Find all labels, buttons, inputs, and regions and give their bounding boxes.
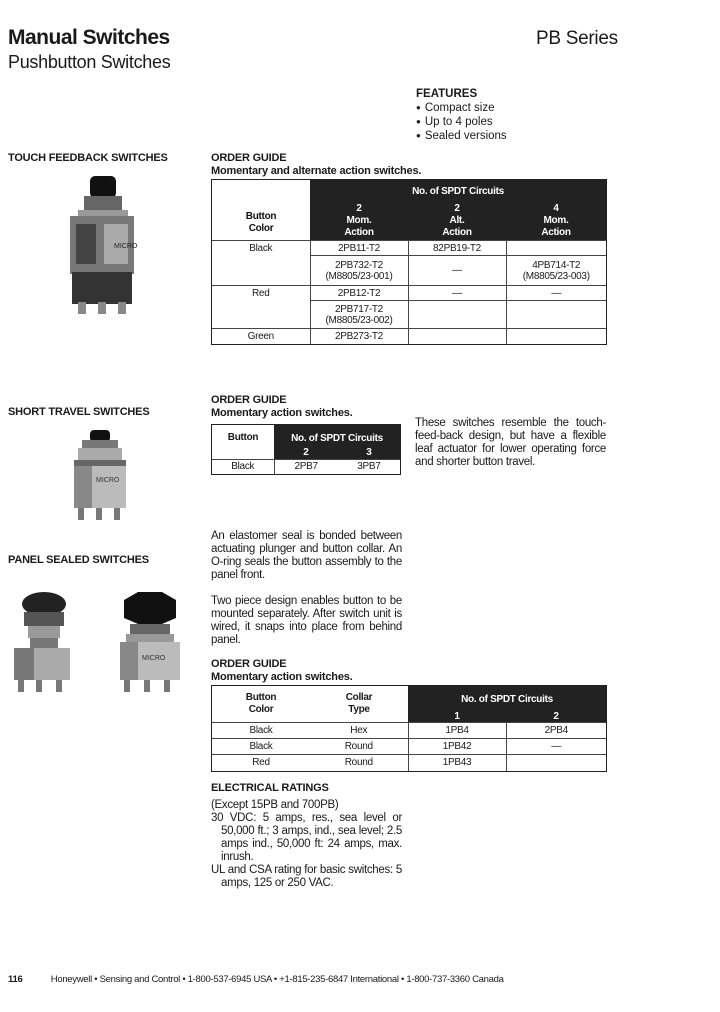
order-guide-subheading: Momentary and alternate action switches. — [211, 165, 422, 177]
group-header: No. of SPDT Circuits — [412, 185, 504, 197]
header-text: Action — [344, 227, 374, 238]
cell-color — [212, 256, 310, 286]
electrical-ratings-heading: ELECTRICAL RATINGS — [211, 782, 329, 794]
touch-feedback-switch-image — [64, 172, 144, 316]
header-text: 2 — [454, 203, 460, 214]
table-row — [212, 241, 606, 256]
cell: 2PB717-T2 (M8805/23-002) — [310, 301, 408, 329]
series-label: PB Series — [536, 28, 618, 49]
header-text: Action — [442, 227, 472, 238]
short-travel-table — [211, 424, 401, 475]
cell: 2PB11-T2 — [310, 241, 408, 256]
order-guide-label: ORDER GUIDE — [211, 152, 287, 164]
cell: — — [506, 286, 606, 301]
header-text: Type — [348, 704, 370, 715]
order-guide-short — [211, 394, 353, 420]
page-title: Manual Switches — [8, 26, 170, 49]
header-text: 4 — [553, 203, 559, 214]
cell: 4PB714-T2 (M8805/23-003) — [506, 256, 606, 286]
cell-color: Black — [212, 459, 274, 474]
panel-sealed-switch-image-hex — [112, 590, 186, 696]
header-text: Color — [248, 704, 274, 715]
section-heading-short-travel: SHORT TRAVEL SWITCHES — [8, 406, 150, 418]
cell-color: Black — [212, 241, 310, 256]
table-row — [212, 755, 606, 771]
table-row — [212, 286, 606, 301]
electrical-line: UL and CSA rating for basic switches: 5 amps, 125 or 250 VAC. — [211, 864, 402, 889]
micro-logo: MICRO — [142, 655, 166, 662]
micro-logo: MICRO — [96, 477, 120, 484]
col-header-2-alt — [408, 202, 506, 241]
cell: 1PB42 — [408, 739, 506, 755]
list-item: ● Compact size — [416, 101, 507, 115]
order-guide-subheading: Momentary action switches. — [211, 671, 353, 683]
order-guide-label: ORDER GUIDE — [211, 658, 287, 670]
header-text: 2 — [356, 203, 362, 214]
short-travel-description: These switches resemble the touch-feed-back design, but have a flexible leaf actuator for lower operating force and shorter button travel. — [415, 417, 606, 468]
cell — [506, 329, 606, 344]
col-header-collar-type — [310, 686, 408, 723]
cell: — — [408, 256, 506, 286]
cell: 2PB273-T2 — [310, 329, 408, 344]
table-row — [212, 739, 606, 755]
section-heading-panel-sealed: PANEL SEALED SWITCHES — [8, 554, 149, 566]
col-header-2: 2 — [553, 710, 559, 722]
panel-sealed-paragraph-2: Two piece design enables button to be mounted separately. After switch unit is wired, it snaps into place from behind panel. — [211, 595, 402, 646]
list-item: ● Up to 4 poles — [416, 115, 507, 129]
cell-color: Black — [212, 739, 310, 755]
table-row — [212, 301, 606, 329]
cell — [506, 241, 606, 256]
cell: 1PB43 — [408, 755, 506, 771]
order-guide-subheading: Momentary action switches. — [211, 407, 353, 419]
col-header-button-color — [212, 180, 310, 241]
cell-color: Red — [212, 755, 310, 771]
cell: — — [506, 739, 606, 755]
group-header: No. of SPDT Circuits — [274, 425, 400, 446]
cell: 2PB732-T2 (M8805/23-001) — [310, 256, 408, 286]
cell — [408, 329, 506, 344]
cell: 2PB4 — [506, 723, 606, 739]
col-header-button-color — [212, 686, 310, 723]
panel-sealed-switch-image-round — [10, 590, 80, 696]
col-header-4-mom — [506, 202, 606, 241]
header-text: Color — [248, 223, 274, 234]
col-header-button: Button — [227, 432, 259, 443]
section-heading-touch-feedback: TOUCH FEEDBACK SWITCHES — [8, 152, 168, 164]
micro-logo: MICRO — [114, 243, 138, 250]
table-row — [212, 329, 606, 344]
footer-contact: Honeywell • Sensing and Control • 1-800-537-6945 USA • +1-815-235-6847 International • 1-800-737-3360 Canada — [50, 974, 504, 985]
cell — [408, 301, 506, 329]
electrical-line: (Except 15PB and 700PB) — [211, 799, 339, 811]
order-guide-touch — [211, 152, 421, 178]
header-text: Button — [245, 692, 277, 703]
cell: 2PB7 — [274, 459, 338, 474]
table-row — [212, 723, 606, 739]
group-header: No. of SPDT Circuits — [408, 686, 606, 710]
cell: 3PB7 — [338, 459, 400, 474]
order-guide-label: ORDER GUIDE — [211, 394, 287, 406]
list-item: ● Sealed versions — [416, 129, 507, 143]
features-list — [416, 101, 507, 143]
cell-collar: Hex — [310, 723, 408, 739]
col-header-1: 1 — [454, 710, 460, 722]
features-heading: FEATURES — [416, 88, 478, 100]
header-text: Mom. — [346, 215, 372, 226]
header-text: Mom. — [543, 215, 569, 226]
panel-sealed-paragraph-1: An elastomer seal is bonded between actuating plunger and button collar. An O-ring seals the button assembly to the panel front. — [211, 530, 402, 581]
electrical-line: 30 VDC: 5 amps, res., sea level or 50,000 ft.; 3 amps, ind., sea level; 2.5 amps ind., 50,000 ft: 24 amps, max. inrush. — [211, 812, 402, 863]
col-header-3: 3 — [366, 446, 372, 458]
electrical-ratings-body — [211, 799, 402, 890]
short-travel-switch-image — [68, 428, 132, 522]
header-text: Alt. — [449, 215, 465, 226]
table-row — [212, 256, 606, 286]
order-guide-panel — [211, 658, 353, 684]
cell-color — [212, 301, 310, 329]
cell-color: Green — [212, 329, 310, 344]
touch-feedback-table — [211, 179, 607, 345]
cell-collar: Round — [310, 755, 408, 771]
header-text: Button — [245, 211, 277, 222]
cell: 82PB19-T2 — [408, 241, 506, 256]
col-header-2: 2 — [303, 446, 309, 458]
header-text: Action — [541, 227, 571, 238]
cell — [506, 755, 606, 771]
panel-sealed-table — [211, 685, 607, 772]
cell-color: Black — [212, 723, 310, 739]
cell: 1PB4 — [408, 723, 506, 739]
cell — [506, 301, 606, 329]
page-subtitle: Pushbutton Switches — [8, 52, 171, 72]
table-row — [212, 459, 400, 474]
cell: — — [408, 286, 506, 301]
header-text: Collar — [345, 692, 373, 703]
col-header-2-mom — [310, 202, 408, 241]
cell: 2PB12-T2 — [310, 286, 408, 301]
page-number: 116 — [8, 974, 23, 985]
features-block — [416, 88, 507, 143]
page-footer — [8, 974, 504, 985]
cell-color: Red — [212, 286, 310, 301]
cell-collar: Round — [310, 739, 408, 755]
